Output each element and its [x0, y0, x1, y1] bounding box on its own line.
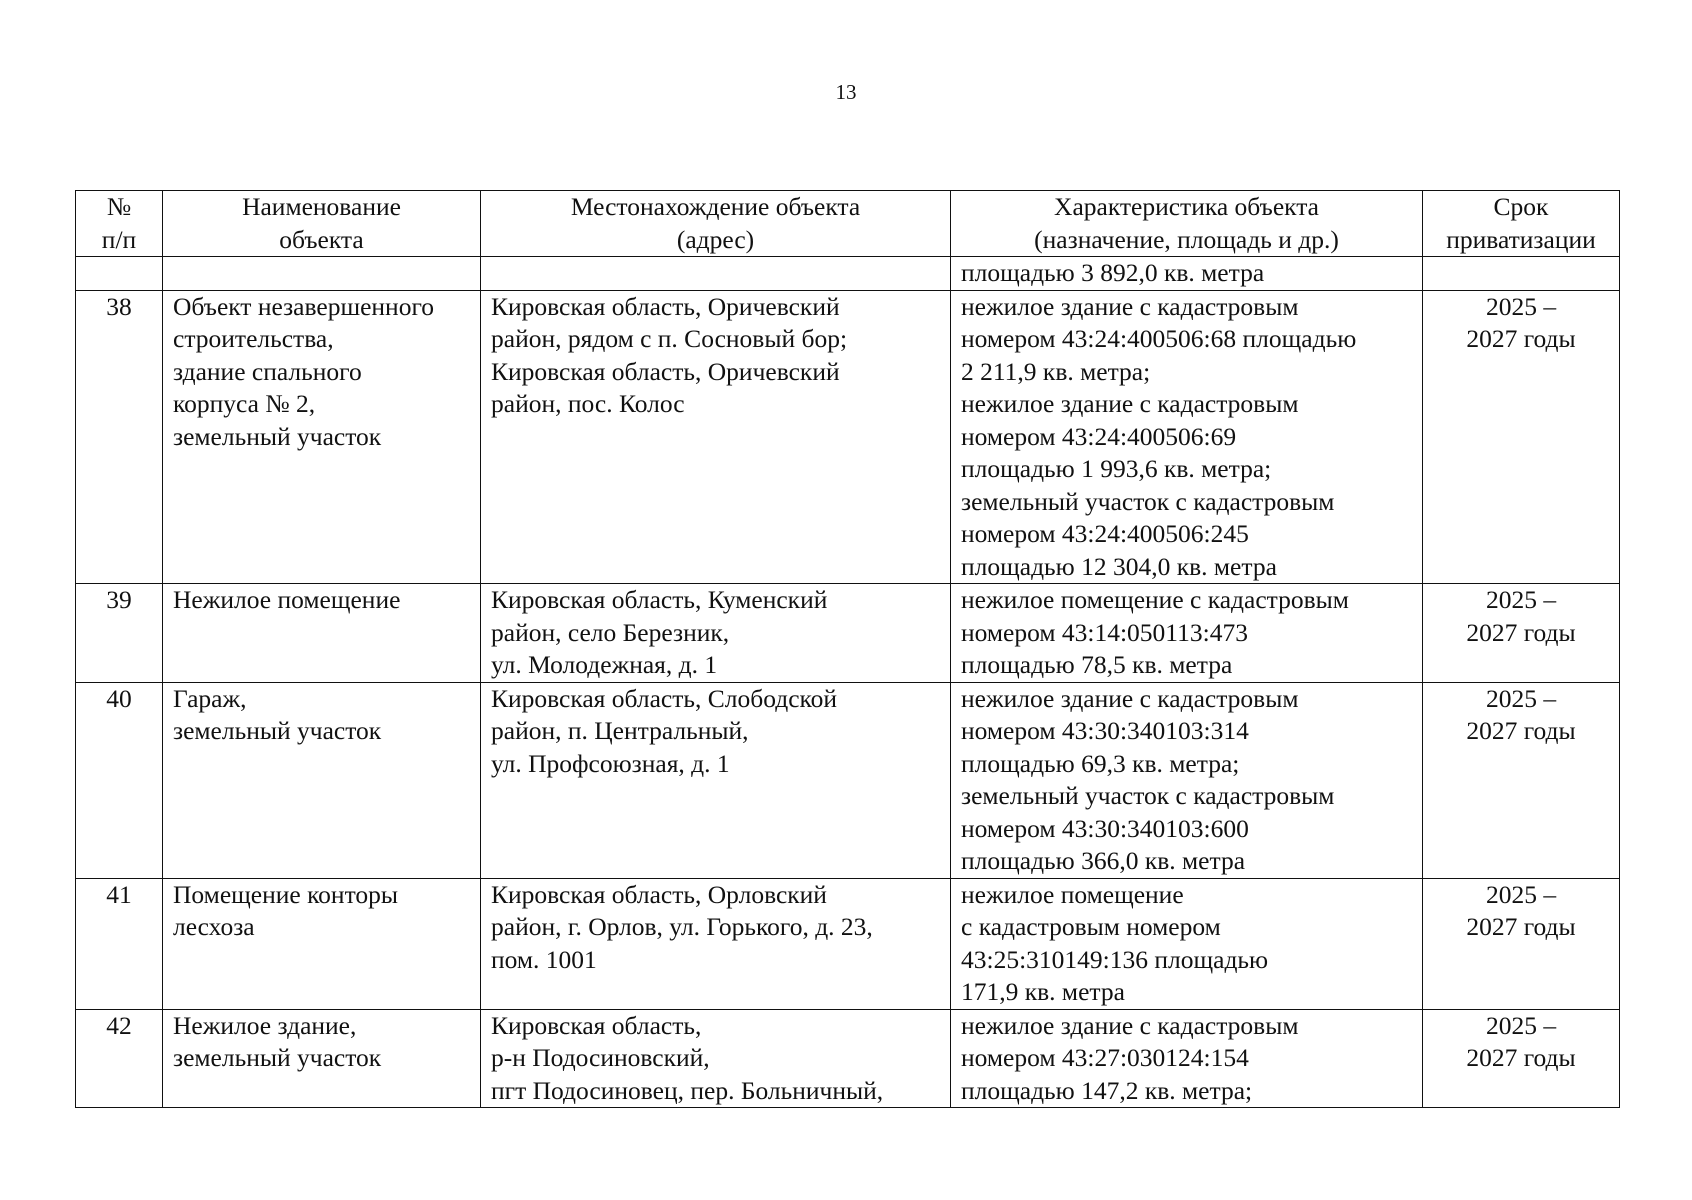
cell-characteristics [951, 584, 1423, 683]
cell-address [481, 682, 951, 878]
cell-line: здание спального [173, 356, 362, 386]
cell-line: площадью 69,3 кв. метра; [961, 748, 1240, 778]
cell-line: пом. 1001 [491, 944, 597, 974]
header-address [481, 191, 951, 257]
cell-line: площадью 1 993,6 кв. метра; [961, 454, 1272, 483]
cell-name [163, 1009, 481, 1108]
cell-line: 2027 годы [1466, 617, 1576, 647]
header-line: Срок [1493, 192, 1549, 221]
cell-line: площадью 366,0 кв. метра [961, 846, 1246, 875]
row-number: 39 [106, 585, 132, 614]
cell-line: нежилое помещение с кадастровым [961, 585, 1349, 614]
header-line: (адрес) [676, 224, 755, 254]
cell-name [163, 290, 481, 584]
cell-line: 2027 годы [1466, 1043, 1576, 1072]
cell-term [1423, 257, 1620, 291]
cell-term [1423, 584, 1620, 683]
table-row [76, 290, 1620, 584]
cell-name [163, 257, 481, 291]
cell-line: район, пос. Колос [491, 389, 685, 418]
cell-line: Объект незавершенного [173, 291, 435, 321]
cell-address [481, 1009, 951, 1108]
cell-line: площадью 12 304,0 кв. метра [961, 551, 1277, 581]
cell-line: Кировская область, Орловский [491, 879, 827, 909]
cell-line: нежилое здание с кадастровым [961, 389, 1299, 418]
cell-number [76, 878, 163, 1009]
cell-line: 2027 годы [1466, 912, 1576, 941]
cell-line: Кировская область, Слободской [491, 683, 838, 713]
header-characteristics [951, 191, 1423, 257]
header-line: Местонахождение объекта [570, 192, 861, 221]
header-name [163, 191, 481, 257]
header-line: № [106, 192, 132, 221]
cell-line: ул. Молодежная, д. 1 [491, 650, 718, 679]
cell-address [481, 257, 951, 291]
cell-line: 2025 – [1485, 291, 1557, 321]
cell-line: нежилое здание с кадастровым [961, 683, 1299, 713]
cell-name [163, 682, 481, 878]
cell-characteristics [951, 1009, 1423, 1108]
cell-line: Кировская область, Оричевский [491, 356, 840, 386]
cell-name [163, 584, 481, 683]
cell-line: 2025 – [1485, 1010, 1557, 1040]
cell-address [481, 584, 951, 683]
cell-address [481, 878, 951, 1009]
cell-line: корпуса № 2, [173, 389, 316, 418]
cell-line: площадью 78,5 кв. метра [961, 650, 1233, 679]
header-line: Характеристика объекта [1054, 192, 1319, 221]
table-row [76, 257, 1620, 291]
table-row [76, 878, 1620, 1009]
cell-line: ул. Профсоюзная, д. 1 [491, 748, 730, 778]
cell-characteristics [951, 682, 1423, 878]
cell-line: район, г. Орлов, ул. Горького, д. 23, [491, 912, 873, 941]
cell-line: Нежилое помещение [173, 585, 401, 614]
cell-line: земельный участок с кадастровым [961, 781, 1335, 810]
cell-line: площадью 147,2 кв. метра; [961, 1075, 1253, 1105]
cell-line: район, рядом с п. Сосновый бор; [491, 324, 848, 353]
header-line: объекта [279, 224, 364, 254]
cell-line: р-н Подосиновский, [491, 1043, 710, 1072]
cell-line: лесхоза [173, 912, 255, 941]
cell-line: номером 43:24:400506:69 [961, 421, 1237, 451]
cell-line: Кировская область, Куменский [491, 585, 828, 614]
cell-line: Кировская область, [491, 1010, 702, 1040]
cell-line: район, село Березник, [491, 617, 730, 647]
cell-line: номером 43:30:340103:600 [961, 813, 1249, 843]
cell-line: нежилое помещение [961, 879, 1184, 909]
cell-term [1423, 878, 1620, 1009]
page-number: 13 [835, 80, 857, 104]
cell-number [76, 257, 163, 291]
header-line: п/п [101, 224, 137, 254]
cell-line: Гараж, [173, 683, 247, 713]
cell-line: земельный участок [173, 421, 382, 451]
cell-line: земельный участок [173, 1043, 382, 1072]
cell-line: 2025 – [1485, 585, 1557, 614]
cell-line: 2025 – [1485, 879, 1557, 909]
cell-term [1423, 1009, 1620, 1108]
cell-term [1423, 682, 1620, 878]
cell-line: с кадастровым номером [961, 912, 1221, 941]
table-row [76, 584, 1620, 683]
cell-line: 2027 годы [1466, 716, 1576, 745]
cell-line: номером 43:24:400506:68 площадью [961, 324, 1357, 353]
cell-number [76, 682, 163, 878]
row-number: 38 [106, 291, 132, 321]
cell-line: район, п. Центральный, [491, 716, 749, 745]
cell-line: 2025 – [1485, 683, 1557, 713]
cell-line: земельный участок с кадастровым [961, 486, 1335, 516]
cell-line: нежилое здание с кадастровым [961, 1010, 1299, 1040]
header-line: (назначение, площадь и др.) [1034, 224, 1339, 254]
cell-line: номером 43:24:400506:245 [961, 519, 1249, 548]
row-number: 41 [106, 879, 132, 909]
table-row [76, 682, 1620, 878]
cell-line: 2027 годы [1466, 324, 1576, 353]
cell-term [1423, 290, 1620, 584]
header-number [76, 191, 163, 257]
cell-line: 43:25:310149:136 площадью [961, 944, 1269, 974]
row-number: 42 [106, 1010, 132, 1040]
header-line: Наименование [242, 192, 401, 221]
cell-line: номером 43:27:030124:154 [961, 1043, 1249, 1072]
cell-line: нежилое здание с кадастровым [961, 291, 1299, 321]
cell-line: пгт Подосиновец, пер. Больничный, [491, 1075, 884, 1105]
cell-characteristics [951, 257, 1423, 291]
cell-line: 2 211,9 кв. метра; [961, 356, 1151, 386]
cell-line: номером 43:30:340103:314 [961, 716, 1249, 745]
cell-line: 171,9 кв. метра [961, 977, 1125, 1006]
header-line: приватизации [1446, 224, 1596, 254]
table-header-row [76, 191, 1620, 257]
cell-number [76, 1009, 163, 1108]
cell-address [481, 290, 951, 584]
header-term [1423, 191, 1620, 257]
cell-characteristics [951, 290, 1423, 584]
cell-line: площадью 3 892,0 кв. метра [961, 258, 1265, 287]
cell-name [163, 878, 481, 1009]
table-row [76, 1009, 1620, 1108]
row-number: 40 [106, 683, 132, 713]
cell-number [76, 290, 163, 584]
cell-line: Помещение конторы [173, 879, 399, 909]
cell-line: земельный участок [173, 716, 382, 745]
cell-line: строительства, [173, 324, 334, 353]
cell-line: номером 43:14:050113:473 [961, 617, 1248, 647]
privatization-table [75, 190, 1620, 1108]
cell-number [76, 584, 163, 683]
cell-line: Кировская область, Оричевский [491, 291, 840, 321]
cell-line: Нежилое здание, [173, 1010, 357, 1040]
cell-characteristics [951, 878, 1423, 1009]
